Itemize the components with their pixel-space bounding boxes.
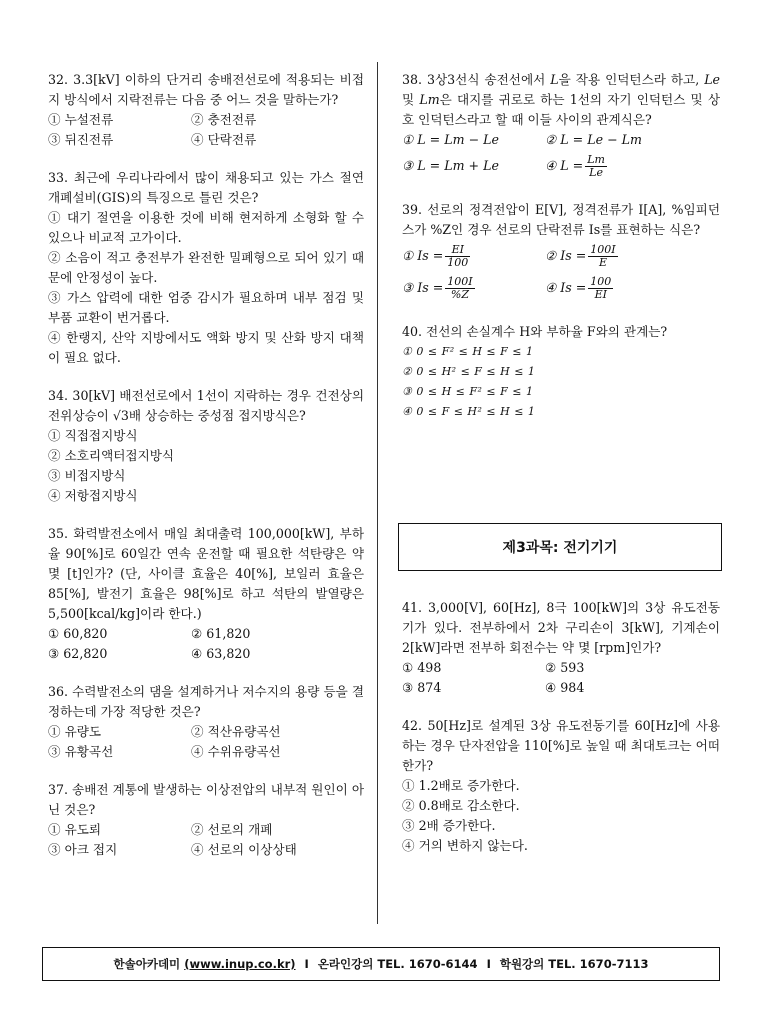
question-35 [48,524,364,664]
option-1: ① 직접접지방식 [48,428,138,443]
academy-url-link[interactable]: (www.inup.co.kr) [184,957,296,971]
denominator: %Z [450,287,470,301]
question-41 [402,598,720,698]
option-2: ② 적산유량곡선 [191,724,281,739]
option-1 [402,240,545,272]
footer-bar [42,947,720,981]
stem-part: 34. 30[kV] 배전선로에서 1선이 지락하는 경우 건전상의 전위상승이 [48,388,364,423]
question-36 [48,682,364,762]
option-3: ③ 874 [402,680,442,695]
formula-lhs: ② Is = [545,248,587,263]
stem-part: 38. 3상3선식 송전선에서 [402,72,551,87]
option-2: ② L = Le − Lm [545,132,642,147]
sqrt3: √3 [112,408,129,423]
question-32 [48,70,364,150]
fraction [445,244,470,269]
stem-part: 을 작용 인덕턴스라 하고, [558,72,705,87]
options [48,110,364,150]
option-3: ③ L = Lm + Le [402,158,499,173]
option-1: ① 498 [402,660,442,675]
fraction [588,276,613,301]
denominator: Le [589,165,603,179]
option-3: ③ 가스 압력에 대한 엄중 감시가 필요하며 내부 점검 및 부품 교환이 번거롭다. [48,290,364,325]
question-33 [48,168,364,368]
option-4 [545,150,720,182]
option-4: ④ 거의 변하지 않는다. [402,838,528,853]
question-stem: 39. 선로의 정격전압이 E[V], 정격전류가 I[A], %임피던스가 %Z인 경우 선로의 단락전류 Is를 표현하는 식은? [402,202,720,237]
option-3: ③ 2배 증가한다. [402,818,496,833]
offline-phone: 학원강의 TEL. 1670-7113 [499,957,649,971]
question-34 [48,386,364,506]
option-4: ④ 수위유량곡선 [191,744,281,759]
option-4: ④ 0 ≤ F ≤ H² ≤ H ≤ 1 [402,405,536,418]
question-stem: 41. 3,000[V], 60[Hz], 8극 100[kW]의 3상 유도전동기가 있다. 전부하에서 2차 구리손이 3[kW], 기계손이 2[kW]라면 전부하 회전수는 약 몇 [rpm]인가? [402,600,720,655]
math-L: L [550,72,559,87]
option-4: ④ 선로의 이상상태 [191,842,297,857]
question-stem: 33. 최근에 우리나라에서 많이 채용되고 있는 가스 절연 개폐설비(GIS)의 특징으로 틀린 것은? [48,170,364,205]
options [402,240,720,304]
option-3 [402,272,545,304]
academy-name: 한솔아카데미 [113,957,181,971]
separator: I [304,957,309,971]
options [48,624,364,664]
stem-part: 은 대지를 귀로로 하는 1선의 자기 인덕턴스 및 상호 인덕턴스라고 할 때 이들 사이의 관계식은? [402,92,721,127]
question-stem: 32. 3.3[kV] 이하의 단거리 송배전선로에 적용되는 비접지 방식에서 지락전류는 다음 중 어느 것을 말하는가? [48,72,364,107]
options [48,820,364,860]
option-4 [545,272,720,304]
option-2: ② 0 ≤ H² ≤ F ≤ H ≤ 1 [402,365,536,378]
section-title: 제3과목: 전기기기 [502,540,618,556]
formula-lhs: ④ Is = [545,280,587,295]
option-1: ① 대기 절연을 이용한 것에 비해 현저하게 소형화 할 수 있으나 비교적 고가이다. [48,210,364,245]
option-2: ② 소호리액터접지방식 [48,448,175,463]
numerator: 100I [590,242,616,256]
option-4: ④ 한랭지, 산악 지방에서도 액화 방지 및 산화 방지 대책이 필요 없다. [48,330,364,365]
question-stem: 36. 수력발전소의 댐을 설계하거나 저수지의 용량 등을 결정하는데 가장 적당한 것은? [48,684,364,719]
numerator: Lm [587,152,605,166]
option-1: ① 유량도 [48,724,102,739]
option-3: ③ 62,820 [48,646,108,661]
denominator: 100 [447,255,469,269]
option-3: ③ 아크 접지 [48,842,118,857]
column-divider [377,62,378,924]
option-1: ① 유도뢰 [48,822,102,837]
left-column [48,70,364,878]
question-stem: 37. 송배전 계통에 발생하는 이상전압의 내부적 원인이 아닌 것은? [48,782,364,817]
option-3: ③ 비접지방식 [48,468,126,483]
option-2: ② 593 [545,660,585,675]
right-column [402,70,720,440]
options [402,658,720,698]
stem-part: 및 [402,92,420,107]
option-4: ④ 63,820 [191,646,251,661]
question-stem [48,386,364,426]
numerator: EI [445,244,470,257]
question-37 [48,780,364,860]
option-2: ② 선로의 개폐 [191,822,273,837]
option-2 [545,240,720,272]
option-1: ① L = Lm − Le [402,132,499,147]
option-2: ② 61,820 [191,626,251,641]
math-Le: Le [704,72,721,87]
denominator: E [598,255,607,269]
question-39 [402,200,720,304]
options [402,130,720,182]
option-3: ③ 뒤진전류 [48,132,114,147]
option-2: ② 소음이 적고 충전부가 완전한 밀폐형으로 되어 있기 때문에 안정성이 높다. [48,250,364,285]
option-4: ④ 저항접지방식 [48,488,138,503]
numerator: 100 [590,274,612,288]
question-38 [402,70,720,182]
option-2: ② 0.8배로 감소한다. [402,798,520,813]
math-Lm: Lm [419,92,440,107]
question-stem [402,70,720,130]
formula-lhs: ③ Is = [402,280,444,295]
separator: I [486,957,491,971]
online-phone: 온라인강의 TEL. 1670-6144 [317,957,478,971]
option-1: ① 60,820 [48,626,108,641]
fraction [588,244,617,269]
option-1: ① 누설전류 [48,112,114,127]
right-column-lower [402,598,720,874]
option-2: ② 충전전류 [191,112,257,127]
option-3: ③ 유황곡선 [48,744,114,759]
denominator: EI [594,287,607,301]
formula-lhs: ① Is = [402,248,444,263]
formula-lhs: ④ L = [545,158,584,173]
question-40 [402,322,720,422]
question-42 [402,716,720,856]
option-3: ③ 0 ≤ H ≤ F² ≤ F ≤ 1 [402,385,534,398]
question-stem: 35. 화력발전소에서 매일 최대출력 100,000[kW], 부하율 90[%]로 60일간 연속 운전할 때 필요한 석탄량은 약 몇 [t]인가? (단, 사이클 효율은 40[%], 보일러 효율은 85[%], 발전기 효율은 98[%]로 하고 석탄의 발열량은 5,500[kcal/kg]이라 한다.) [48,526,364,621]
option-4: ④ 단락전류 [191,132,257,147]
option-1: ① 1.2배로 증가한다. [402,778,520,793]
question-stem: 40. 전선의 손실계수 H와 부하율 F와의 관계는? [402,324,668,339]
fraction [585,154,607,179]
fraction [445,276,474,301]
option-1: ① 0 ≤ F² ≤ H ≤ F ≤ 1 [402,345,534,358]
numerator: 100I [447,274,473,288]
option-4: ④ 984 [545,680,585,695]
options [48,722,364,762]
question-stem: 42. 50[Hz]로 설계된 3상 유도전동기를 60[Hz]에 사용하는 경우 단자전압을 110[%]로 높일 때 최대토크는 어떠한가? [402,718,720,773]
section-title-box [398,523,722,571]
stem-part: 배 상승하는 중성점 접지방식은? [128,408,306,423]
